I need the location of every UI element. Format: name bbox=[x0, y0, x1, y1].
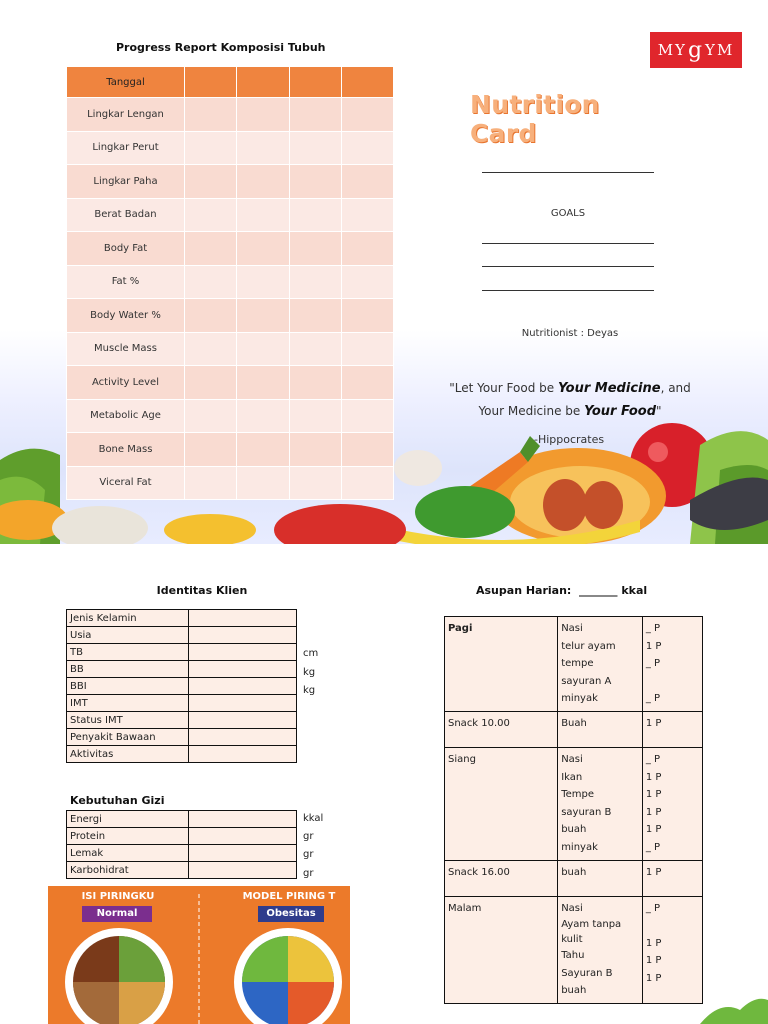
meal-portions bbox=[642, 747, 702, 860]
progress-row bbox=[67, 67, 394, 98]
value-cell[interactable] bbox=[189, 644, 297, 661]
progress-report-table bbox=[66, 66, 394, 500]
food-item: buah bbox=[561, 824, 587, 836]
row-label: Karbohidrat bbox=[67, 862, 189, 879]
progress-row-label: Fat % bbox=[67, 265, 185, 299]
plate-illustrations bbox=[48, 886, 350, 1024]
row-label: IMT bbox=[67, 695, 189, 712]
progress-entry-cell[interactable] bbox=[185, 131, 237, 165]
progress-row bbox=[67, 466, 394, 500]
portion-value: _ P bbox=[645, 753, 661, 765]
progress-entry-cell[interactable] bbox=[289, 232, 341, 266]
portion-value bbox=[646, 917, 699, 935]
progress-row bbox=[67, 433, 394, 467]
meal-portions bbox=[642, 617, 702, 712]
portion-value: _ P bbox=[645, 902, 661, 914]
row-label: BB bbox=[67, 661, 189, 678]
portion-value: 1 P bbox=[645, 866, 662, 878]
meal-time: Pagi bbox=[445, 617, 558, 712]
progress-entry-cell[interactable] bbox=[237, 131, 289, 165]
progress-entry-cell[interactable] bbox=[341, 165, 393, 199]
row-label: Aktivitas bbox=[67, 746, 189, 763]
value-cell[interactable] bbox=[189, 695, 297, 712]
food-item: Ikan bbox=[561, 771, 583, 783]
plate-model-poster bbox=[48, 886, 350, 1024]
progress-entry-cell[interactable] bbox=[185, 165, 237, 199]
portion-value: _ P bbox=[645, 623, 661, 634]
food-item: minyak bbox=[561, 841, 598, 853]
value-cell[interactable] bbox=[189, 746, 297, 763]
progress-entry-cell[interactable] bbox=[185, 366, 237, 400]
value-cell[interactable] bbox=[189, 712, 297, 729]
mygym-logo: MY g YM bbox=[650, 32, 742, 68]
table-row bbox=[67, 644, 297, 661]
meal-portions bbox=[642, 711, 702, 747]
meal-time: Malam bbox=[445, 896, 558, 1003]
food-item: Buah bbox=[561, 717, 587, 729]
progress-entry-cell[interactable] bbox=[237, 332, 289, 366]
portion-value bbox=[646, 673, 699, 691]
progress-row-label: Berat Badan bbox=[67, 198, 185, 232]
table-row bbox=[67, 678, 297, 695]
row-label: Energi bbox=[67, 811, 189, 828]
food-item: Nasi bbox=[561, 902, 583, 914]
table-row bbox=[67, 695, 297, 712]
quote-line-1: "Let Your Food be Your Medicine, and bbox=[449, 381, 691, 396]
food-item: Tahu bbox=[561, 950, 585, 962]
portion-value: 1 P bbox=[645, 640, 662, 652]
value-cell[interactable] bbox=[189, 627, 297, 644]
row-label: Penyakit Bawaan bbox=[67, 729, 189, 746]
progress-entry-cell[interactable] bbox=[341, 131, 393, 165]
progress-entry-cell[interactable] bbox=[237, 98, 289, 132]
food-item: minyak bbox=[561, 693, 598, 705]
table-row bbox=[67, 811, 297, 828]
meal-time: Snack 16.00 bbox=[445, 860, 558, 896]
table-row bbox=[67, 729, 297, 746]
meal-row bbox=[445, 896, 703, 1003]
row-label: Lemak bbox=[67, 845, 189, 862]
progress-row bbox=[67, 165, 394, 199]
food-item: Tempe bbox=[561, 789, 594, 801]
progress-row bbox=[67, 399, 394, 433]
kebutuhan-gizi-table bbox=[66, 810, 297, 879]
meal-foods bbox=[558, 617, 643, 712]
progress-row bbox=[67, 98, 394, 132]
progress-row-label: Lingkar Perut bbox=[67, 131, 185, 165]
meal-foods bbox=[558, 860, 643, 896]
portion-value: 1 P bbox=[645, 771, 662, 783]
progress-row bbox=[67, 198, 394, 232]
portion-value: 1 P bbox=[645, 955, 662, 967]
nutrition-card-title: Nutrition Card bbox=[470, 90, 600, 148]
portion-value: 1 P bbox=[645, 972, 662, 984]
portion-value: 1 P bbox=[645, 824, 662, 836]
value-cell[interactable] bbox=[189, 811, 297, 828]
progress-entry-cell[interactable] bbox=[185, 466, 237, 500]
progress-entry-cell[interactable] bbox=[185, 399, 237, 433]
nutritionist-text: Nutritionist : Deyas bbox=[521, 328, 619, 339]
progress-entry-cell[interactable] bbox=[289, 399, 341, 433]
progress-entry-cell[interactable] bbox=[341, 299, 393, 333]
meal-portions bbox=[642, 860, 702, 896]
progress-entry-cell[interactable] bbox=[341, 433, 393, 467]
progress-entry-cell[interactable] bbox=[289, 131, 341, 165]
progress-row bbox=[67, 131, 394, 165]
progress-entry-cell[interactable] bbox=[341, 98, 393, 132]
value-cell[interactable] bbox=[189, 845, 297, 862]
progress-entry-cell[interactable] bbox=[237, 466, 289, 500]
progress-entry-cell[interactable] bbox=[185, 433, 237, 467]
progress-entry-cell[interactable] bbox=[237, 433, 289, 467]
unit-label: cm bbox=[303, 648, 319, 660]
table-row bbox=[67, 845, 297, 862]
progress-entry-cell[interactable] bbox=[185, 198, 237, 232]
unit-label: kg bbox=[303, 666, 316, 678]
quote-line-2: Your Medicine be Your Food" bbox=[478, 404, 662, 419]
food-item: Ayam tanpa kulit bbox=[561, 919, 622, 946]
progress-row-label: Lingkar Lengan bbox=[67, 98, 185, 132]
row-label: Protein bbox=[67, 828, 189, 845]
row-label: BBI bbox=[67, 678, 189, 695]
food-item: Sayuran B bbox=[561, 967, 613, 979]
isi-piringku-title: ISI PIRINGKU bbox=[81, 891, 155, 902]
progress-entry-cell[interactable] bbox=[185, 67, 237, 98]
quote-author: -Hippocrates bbox=[534, 433, 605, 446]
value-cell[interactable] bbox=[189, 729, 297, 746]
meal-portions bbox=[642, 896, 702, 1003]
meal-time: Snack 10.00 bbox=[445, 711, 558, 747]
portion-value: 1 P bbox=[645, 806, 662, 818]
progress-entry-cell[interactable] bbox=[341, 67, 393, 98]
progress-row-label: Metabolic Age bbox=[67, 399, 185, 433]
food-item: Nasi bbox=[561, 623, 583, 634]
identitas-klien-title: Identitas Klien bbox=[156, 584, 248, 597]
normal-label: Normal bbox=[96, 908, 138, 919]
progress-entry-cell[interactable] bbox=[289, 67, 341, 98]
progress-entry-cell[interactable] bbox=[289, 165, 341, 199]
progress-entry-cell[interactable] bbox=[289, 198, 341, 232]
portion-value: 1 P bbox=[645, 717, 662, 729]
portion-value: _ P bbox=[645, 841, 661, 853]
meal-row bbox=[445, 860, 703, 896]
food-item: Nasi bbox=[561, 753, 583, 765]
value-cell[interactable] bbox=[189, 678, 297, 695]
identitas-table bbox=[66, 609, 297, 763]
goals-label: GOALS bbox=[550, 208, 586, 219]
portion-value: 1 P bbox=[645, 937, 662, 949]
progress-entry-cell[interactable] bbox=[185, 98, 237, 132]
progress-row-label: Lingkar Paha bbox=[67, 165, 185, 199]
goal-line-3 bbox=[482, 290, 654, 291]
value-cell[interactable] bbox=[189, 862, 297, 879]
name-line bbox=[482, 172, 654, 173]
progress-entry-cell[interactable] bbox=[185, 299, 237, 333]
goal-line-1 bbox=[482, 243, 654, 244]
progress-row-label: Bone Mass bbox=[67, 433, 185, 467]
progress-row-label: Muscle Mass bbox=[67, 332, 185, 366]
progress-entry-cell[interactable] bbox=[289, 332, 341, 366]
food-item: buah bbox=[561, 866, 587, 878]
progress-row-label: Activity Level bbox=[67, 366, 185, 400]
progress-report-title: Progress Report Komposisi Tubuh bbox=[116, 41, 326, 54]
progress-entry-cell[interactable] bbox=[341, 232, 393, 266]
table-row bbox=[67, 862, 297, 879]
progress-entry-cell[interactable] bbox=[237, 299, 289, 333]
kebutuhan-gizi-title: Kebutuhan Gizi bbox=[70, 794, 165, 807]
food-item: telur ayam bbox=[561, 640, 616, 652]
meal-foods bbox=[558, 896, 643, 1003]
progress-entry-cell[interactable] bbox=[237, 165, 289, 199]
progress-entry-cell[interactable] bbox=[185, 232, 237, 266]
table-row bbox=[67, 627, 297, 644]
progress-row bbox=[67, 265, 394, 299]
unit-label: kg bbox=[303, 684, 316, 696]
table-row bbox=[67, 661, 297, 678]
food-item: sayuran A bbox=[561, 675, 612, 687]
portion-value: _ P bbox=[645, 658, 661, 670]
progress-entry-cell[interactable] bbox=[341, 366, 393, 400]
value-cell[interactable] bbox=[189, 661, 297, 678]
value-cell[interactable] bbox=[189, 828, 297, 845]
progress-entry-cell[interactable] bbox=[237, 198, 289, 232]
meal-time: Siang bbox=[445, 747, 558, 860]
model-piring-title: MODEL PIRING T bbox=[242, 891, 336, 902]
progress-entry-cell[interactable] bbox=[289, 299, 341, 333]
asupan-harian-title: Asupan Harian: _______ kkal bbox=[476, 584, 648, 597]
meal-foods bbox=[558, 747, 643, 860]
row-label: TB bbox=[67, 644, 189, 661]
progress-row bbox=[67, 366, 394, 400]
progress-entry-cell[interactable] bbox=[237, 399, 289, 433]
corner-vegetable-decoration bbox=[700, 990, 768, 1024]
progress-entry-cell[interactable] bbox=[237, 265, 289, 299]
meal-row bbox=[445, 711, 703, 747]
progress-row-label: Body Water % bbox=[67, 299, 185, 333]
food-item: buah bbox=[561, 985, 587, 997]
progress-entry-cell[interactable] bbox=[237, 366, 289, 400]
goal-line-2 bbox=[482, 266, 654, 267]
unit-label: gr bbox=[303, 867, 314, 879]
table-row bbox=[67, 746, 297, 763]
progress-entry-cell[interactable] bbox=[185, 332, 237, 366]
obesitas-label: Obesitas bbox=[266, 908, 316, 919]
progress-entry-cell[interactable] bbox=[289, 366, 341, 400]
progress-entry-cell[interactable] bbox=[289, 433, 341, 467]
value-cell[interactable] bbox=[189, 610, 297, 627]
row-label: Usia bbox=[67, 627, 189, 644]
progress-row-label: Viceral Fat bbox=[67, 466, 185, 500]
meal-foods bbox=[558, 711, 643, 747]
progress-entry-cell[interactable] bbox=[289, 265, 341, 299]
progress-row-label: Body Fat bbox=[67, 232, 185, 266]
portion-value: 1 P bbox=[645, 789, 662, 801]
progress-row-label: Tanggal bbox=[67, 67, 185, 98]
progress-row bbox=[67, 332, 394, 366]
progress-entry-cell[interactable] bbox=[341, 198, 393, 232]
progress-entry-cell[interactable] bbox=[341, 332, 393, 366]
food-item: sayuran B bbox=[561, 806, 612, 818]
food-item: tempe bbox=[561, 658, 594, 670]
progress-entry-cell[interactable] bbox=[341, 466, 393, 500]
progress-entry-cell[interactable] bbox=[237, 232, 289, 266]
progress-entry-cell[interactable] bbox=[341, 265, 393, 299]
progress-entry-cell[interactable] bbox=[289, 98, 341, 132]
progress-entry-cell[interactable] bbox=[237, 67, 289, 98]
table-row bbox=[67, 712, 297, 729]
progress-entry-cell[interactable] bbox=[289, 466, 341, 500]
row-label: Status IMT bbox=[67, 712, 189, 729]
meal-row bbox=[445, 747, 703, 860]
progress-row bbox=[67, 232, 394, 266]
table-row bbox=[67, 610, 297, 627]
unit-label: kkal bbox=[303, 813, 324, 824]
asupan-harian-table bbox=[444, 616, 703, 1004]
meal-row bbox=[445, 617, 703, 712]
unit-label: gr bbox=[303, 849, 314, 861]
row-label: Jenis Kelamin bbox=[67, 610, 189, 627]
progress-entry-cell[interactable] bbox=[185, 265, 237, 299]
table-row bbox=[67, 828, 297, 845]
portion-value: _ P bbox=[645, 693, 661, 705]
progress-row bbox=[67, 299, 394, 333]
unit-label: gr bbox=[303, 831, 314, 843]
progress-entry-cell[interactable] bbox=[341, 399, 393, 433]
